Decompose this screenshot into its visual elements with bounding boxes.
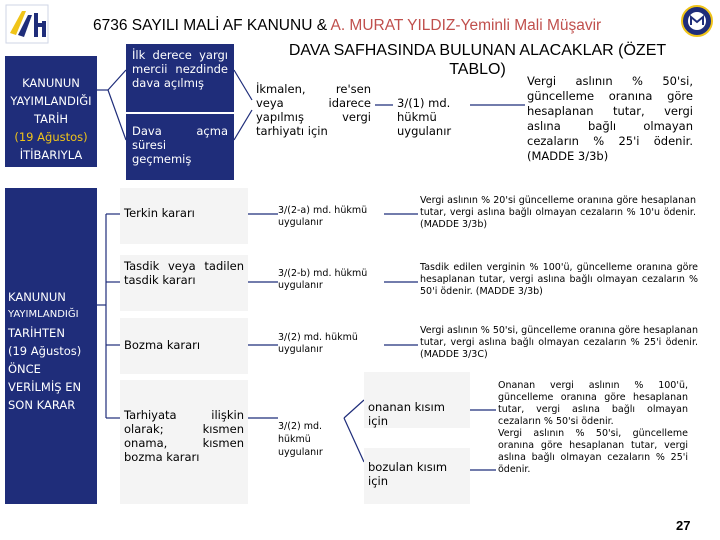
subtitle-line-1: DAVA SAFHASINDA BULUNAN ALACAKLAR (ÖZET	[288, 42, 667, 59]
row-4-result-reversed: Vergi aslının % 50'si, güncelleme oranına göre hesaplanan tutar, vergi aslına bağlı olmayan cezaların % 25'i ödenir.	[498, 428, 688, 475]
subtitle-line-2: TABLO)	[449, 61, 506, 78]
publication-date: (19 Ağustos)	[14, 130, 88, 144]
row-4-result-approved: Onanan vergi aslının % 100'ü, güncelleme oranına göre hesaplanan tutar, vergi aslına bağlı olmayan cezaların % 50'si ödenir.	[498, 380, 688, 427]
last-decision-panel	[5, 188, 97, 504]
last-decision-line-3: TARİHTEN	[8, 326, 65, 340]
article-3-1-box: 3/(1) md. hükmü uygulanır	[397, 96, 452, 138]
row-4-article: 3/(2) md. hükmü uygulanır	[278, 421, 323, 458]
incomplete-assessment-box: İkmalen, re'sen veya idarece yapılmış vergi tarhiyatı için	[256, 82, 371, 138]
row-4-decision: Tarhiyata ilişkin olarak; kısmen onama, kısmen bozma kararı	[120, 380, 248, 504]
last-decision-date: (19 Ağustos)	[8, 344, 82, 358]
row-4-reversed-part: bozulan kısım için	[364, 448, 470, 504]
row-3-decision: Bozma kararı	[120, 318, 248, 374]
publication-date-suffix: İTİBARIYLA	[19, 148, 83, 162]
row-1-result: Vergi aslının % 20'si güncelleme oranına göre hesaplanan tutar, vergi aslına bağlı olmayan cezaların % 10'u ödenir. (MADDE 3/3b)	[418, 193, 698, 239]
page-number: 27	[676, 518, 691, 533]
last-decision-line-1: KANUNUN	[8, 290, 66, 304]
first-instance-box: İlk derece yargı mercii nezdinde dava açılmış	[126, 44, 234, 112]
title-main: 6736 SAYILI MALİ AF KANUNU &	[93, 17, 331, 34]
filing-period-box: Dava açma süresi geçmemiş	[126, 114, 234, 180]
row-2-result: Tasdik edilen verginin % 100'ü, güncelleme oranına göre hesaplanan tutar, vergi aslına bağlı olmayan cezaların % 50'i ödenir. (MADDE 3/3b)	[420, 262, 698, 297]
row-3-article: 3/(2) md. hükmü uygulanır	[278, 332, 358, 355]
row-2-decision: Tasdik veya tadilen tasdik kararı	[120, 255, 248, 311]
row-2-article: 3/(2-b) md. hükmü uygulanır	[278, 268, 368, 291]
row-1-article: 3/(2-a) md. hükmü uygulanır	[278, 205, 368, 228]
top-result-box: Vergi aslının % 50'si, güncelleme oranına göre hesaplanan tutar, vergi aslına bağlı olmayan cezaların % 25'i ödenir. (MADDE 3/3b)	[527, 74, 693, 163]
last-decision-line-2: YAYIMLANDIĞI	[8, 309, 79, 320]
publication-date-label: KANUNUN YAYIMLANDIĞI TARİH	[10, 76, 92, 126]
row-4-approved-part: onanan kısım için	[364, 372, 470, 428]
row-3-result: Vergi aslının % 50'si, güncelleme oranına göre hesaplanan tutar, vergi aslına bağlı olmayan cezaların % 25'i ödenir. (MADDE 3/3C)	[420, 325, 699, 360]
row-1-decision: Terkin kararı	[120, 188, 248, 244]
row-4-result	[496, 380, 690, 510]
publication-date-panel	[5, 56, 97, 167]
title-author: A. MURAT YILDIZ-Yeminli Mali Müşavir	[330, 17, 602, 34]
last-decision-line-4: ÖNCE VERİLMİŞ EN SON KARAR	[8, 362, 82, 412]
